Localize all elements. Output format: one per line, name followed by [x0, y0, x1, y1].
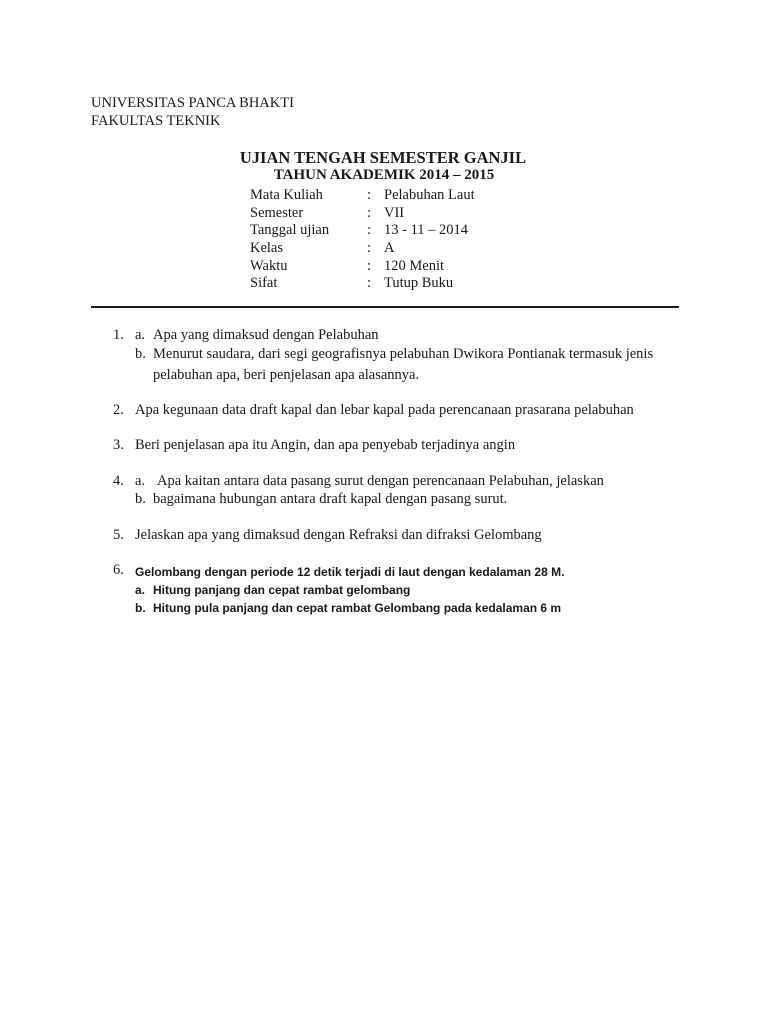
question-text: Gelombang dengan periode 12 detik terjadi di laut dengan kedalaman 28 M.: [135, 565, 565, 579]
question-text: Hitung panjang dan cepat rambat gelombang: [153, 583, 411, 597]
meta-value: 120 Menit: [384, 258, 445, 274]
question-text: Jelaskan apa yang dimaksud dengan Refraksi dan difraksi Gelombang: [135, 527, 542, 543]
question-text: bagaimana hubungan antara draft kapal dengan pasang surut.: [153, 491, 508, 507]
question-text: Beri penjelasan apa itu Angin, dan apa penyebab terjadinya angin: [135, 437, 516, 453]
university-name: UNIVERSITAS PANCA BHAKTI: [91, 95, 294, 111]
meta-colon: :: [367, 240, 372, 256]
question-text: Hitung pula panjang dan cepat rambat Gelombang pada kedalaman 6 m: [153, 601, 562, 615]
meta-value: 13 - 11 – 2014: [384, 222, 469, 238]
question-number: 1.: [113, 327, 124, 343]
question-number: 3.: [113, 437, 124, 453]
meta-label: Mata Kuliah: [250, 187, 323, 203]
meta-label: Kelas: [250, 240, 284, 256]
question-text: Menurut saudara, dari segi geografisnya pelabuhan Dwikora Pontianak termasuk jenis: [153, 346, 654, 362]
sub-label: a.: [135, 327, 146, 343]
meta-label: Waktu: [250, 258, 288, 274]
meta-label: Semester: [250, 205, 304, 221]
meta-value: Pelabuhan Laut: [384, 187, 475, 203]
sub-label: b.: [135, 601, 146, 615]
sub-label: b.: [135, 491, 146, 507]
meta-colon: :: [367, 187, 372, 203]
institution-header: [91, 94, 294, 130]
academic-year: TAHUN AKADEMIK 2014 – 2015: [273, 167, 495, 183]
meta-colon: :: [367, 222, 372, 238]
meta-label: Tanggal ujian: [250, 222, 330, 238]
meta-colon: :: [367, 258, 372, 274]
meta-label: Sifat: [250, 275, 278, 291]
question-text: Apa kaitan antara data pasang surut dengan perencanaan Pelabuhan, jelaskan: [157, 473, 604, 489]
meta-value: VII: [384, 205, 405, 221]
sub-label: b.: [135, 346, 146, 362]
question-text: Apa yang dimaksud dengan Pelabuhan: [153, 327, 379, 343]
question-number: 6.: [113, 562, 124, 578]
meta-value: A: [384, 240, 395, 256]
horizontal-divider: [91, 306, 679, 308]
question-number: 2.: [113, 402, 124, 418]
exam-title: UJIAN TENGAH SEMESTER GANJIL: [239, 148, 527, 167]
question-text: Apa kegunaan data draft kapal dan lebar kapal pada perencanaan prasarana pelabuhan: [135, 402, 634, 418]
meta-colon: :: [367, 275, 372, 291]
question-text: pelabuhan apa, beri penjelasan apa alasannya.: [153, 367, 420, 383]
sub-label: a.: [135, 473, 146, 489]
question-number: 4.: [113, 473, 124, 489]
faculty-name: FAKULTAS TEKNIK: [91, 113, 221, 129]
meta-value: Tutup Buku: [384, 275, 454, 291]
sub-label: a.: [135, 583, 146, 597]
question-number: 5.: [113, 527, 124, 543]
meta-colon: :: [367, 205, 372, 221]
